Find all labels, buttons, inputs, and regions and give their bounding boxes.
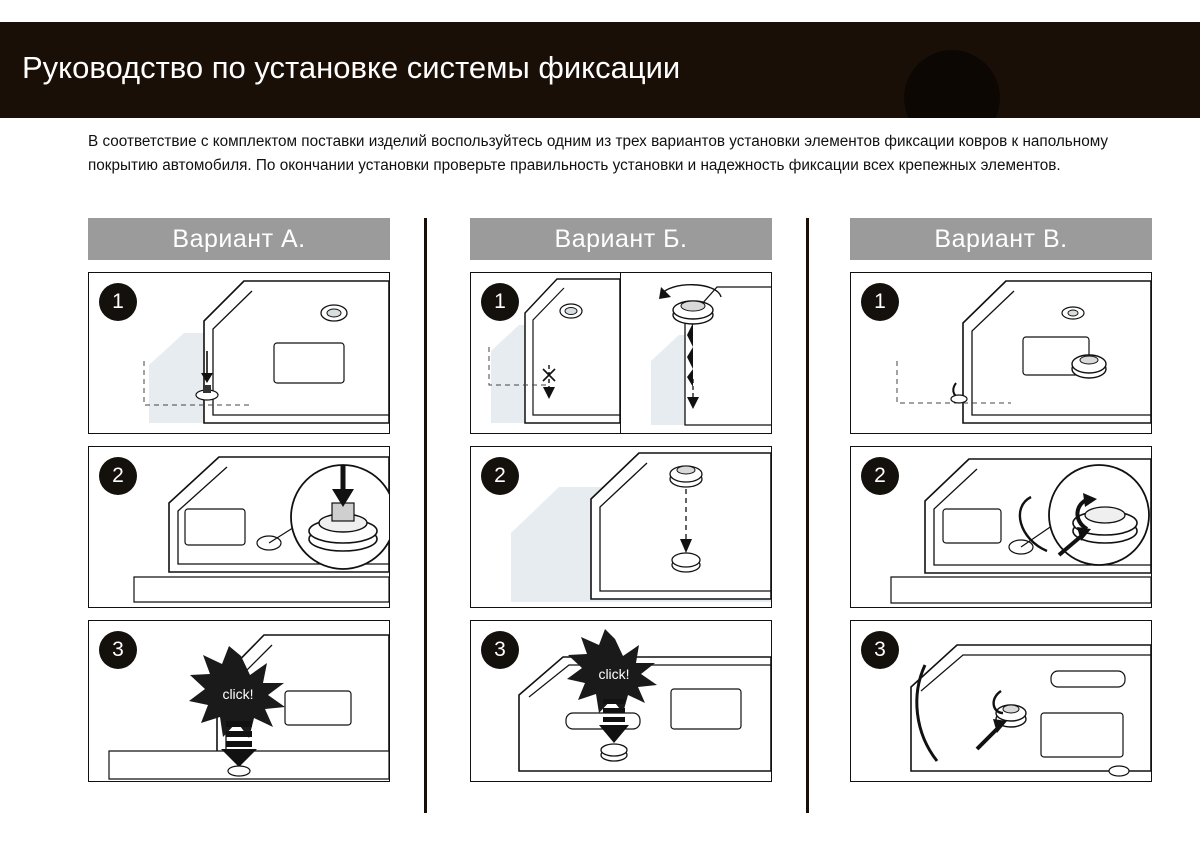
variant-a-step-2-panel	[88, 446, 390, 608]
variant-b-column	[470, 218, 772, 782]
header-decorative-blob	[904, 50, 1000, 118]
column-divider-2	[806, 218, 809, 813]
variant-c-column	[850, 218, 1152, 782]
variant-c-step-1-number: 1	[861, 283, 899, 321]
variant-b-step-1-panels	[470, 272, 772, 434]
variant-a-step-1-number: 1	[99, 283, 137, 321]
variant-b-step-3-number: 3	[481, 631, 519, 669]
variant-b-title: Вариант Б.	[470, 218, 772, 260]
variant-b-step-1-right-panel	[621, 272, 773, 434]
intro-paragraph: В соответствие с комплектом поставки изделий воспользуйтесь одним из трех вариантов установки элементов фиксации ковров к напольному покрытию автомобиля. По окончании установки проверьте правильность установки и надежность фиксации всех крепежных элементов.	[88, 133, 1109, 174]
variant-a-step-3-panel	[88, 620, 390, 782]
variant-a-step-2-number: 2	[99, 457, 137, 495]
variant-a-title: Вариант А.	[88, 218, 390, 260]
variant-b-step-1-number: 1	[481, 283, 519, 321]
variant-b-step-3-panel	[470, 620, 772, 782]
variant-c-step-2-number: 2	[861, 457, 899, 495]
variant-c-step-1-panel	[850, 272, 1152, 434]
variant-a-step-3-number: 3	[99, 631, 137, 669]
variant-a-step-1-panel	[88, 272, 390, 434]
variant-c-title: Вариант В.	[850, 218, 1152, 260]
variant-c-step-3-number: 3	[861, 631, 899, 669]
variant-b-step-1-left-panel	[470, 272, 621, 434]
page-title: Руководство по установке системы фиксации	[22, 50, 681, 85]
variant-c-step-3-panel	[850, 620, 1152, 782]
variant-b-step-2-panel	[470, 446, 772, 608]
variants-container	[0, 218, 1200, 818]
column-divider-1	[424, 218, 427, 813]
variant-b-step-2-number: 2	[481, 457, 519, 495]
click-callout-text-b: click!	[598, 666, 630, 682]
variant-c-step-2-panel	[850, 446, 1152, 608]
click-callout-text: click!	[222, 686, 254, 702]
diagram-screw-insert	[621, 273, 772, 433]
variant-a-column	[88, 218, 390, 782]
